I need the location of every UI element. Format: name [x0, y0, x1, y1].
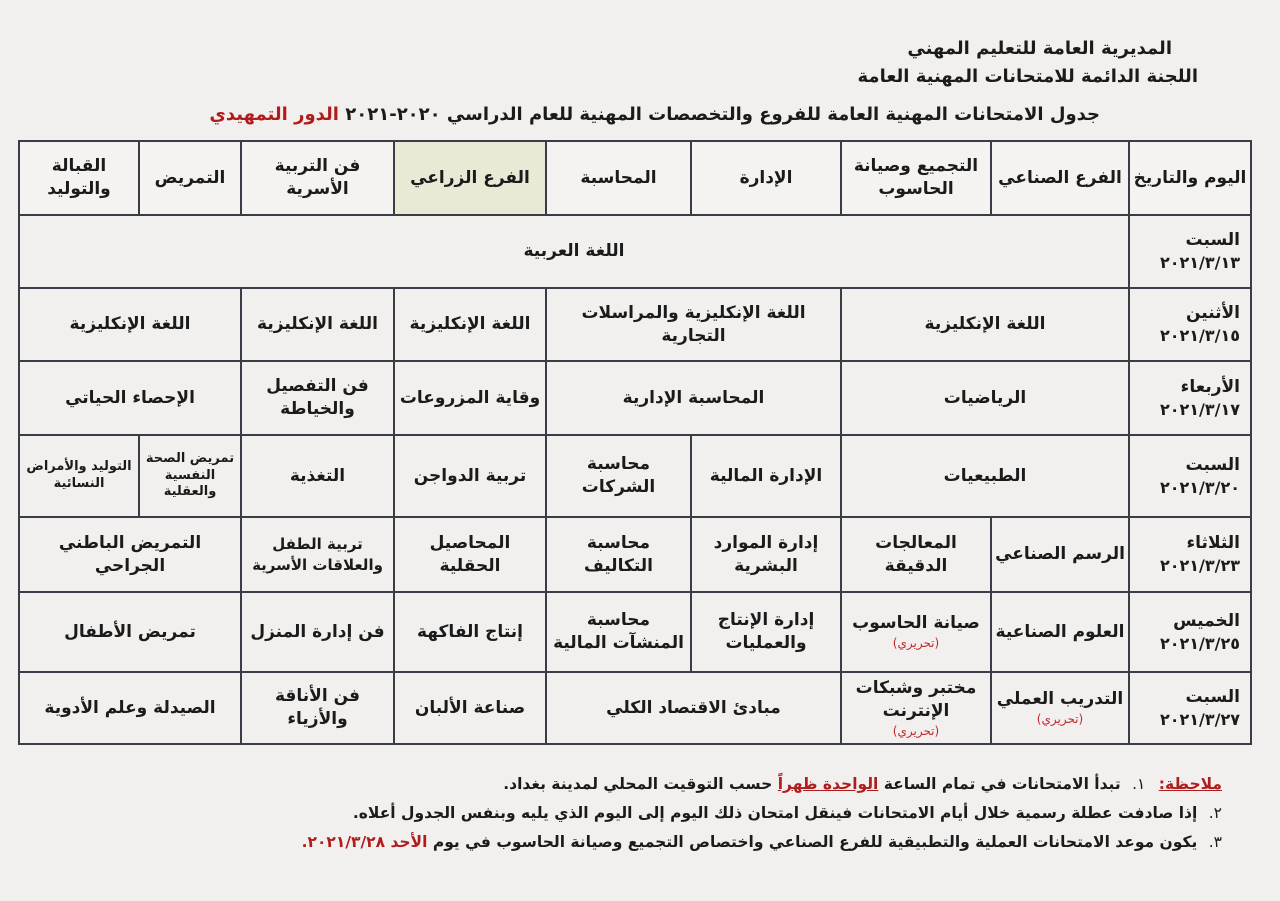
note-1 [42, 770, 1222, 799]
schedule-title [209, 104, 1100, 125]
exam-cell: تمريض الصحة النفسية والعقلية [139, 435, 241, 517]
exam-name: مختبر وشبكات الإنترنت [855, 677, 977, 721]
exam-cell: تمريض الأطفال [19, 592, 241, 672]
written-note: (تحريري) [892, 636, 940, 651]
day-name: الأربعاء [1180, 376, 1240, 397]
note-number: ١. [1132, 775, 1146, 793]
day-date: ٢٠٢١/٣/١٣ [1159, 253, 1240, 273]
note-text: حسب التوقيت المحلي لمدينة بغداد. [503, 775, 773, 793]
exam-cell: العلوم الصناعية [991, 592, 1129, 672]
exam-cell: فن إدارة المنزل [241, 592, 394, 672]
exam-cell: محاسبة التكاليف [546, 517, 691, 592]
table-row [19, 592, 1251, 672]
day-name: السبت [1185, 686, 1240, 707]
notes-section [42, 770, 1222, 857]
exam-cell: الرياضيات [841, 361, 1129, 435]
exam-cell: التمريض الباطني الجراحي [19, 517, 241, 592]
day-date: ٢٠٢١/٣/٢٠ [1159, 477, 1240, 497]
note-text: يكون موعد الامتحانات العملية والتطبيقية للفرع الصناعي واختصاص التجميع وصيانة الحاسوب في يوم [432, 833, 1198, 851]
exam-cell: الطبيعيات [841, 435, 1129, 517]
day-date: ٢٠٢١/٣/٢٧ [1159, 709, 1240, 729]
exam-name: صيانة الحاسوب [852, 613, 980, 634]
exam-cell: اللغة الإنكليزية [394, 288, 546, 361]
exam-cell [991, 672, 1129, 744]
title-main: جدول الامتحانات المهنية العامة للفروع والتخصصات المهنية للعام الدراسي ٢٠٢٠-٢٠٢١ [345, 104, 1100, 125]
notes-label: ملاحظة: [1158, 775, 1222, 793]
exam-cell: مبادئ الاقتصاد الكلي [546, 672, 841, 744]
day-name: السبت [1185, 230, 1240, 251]
exam-cell: تربية الدواجن [394, 435, 546, 517]
table-row [19, 435, 1251, 517]
note-highlight: الأحد [390, 833, 428, 851]
col-nursing: التمريض [139, 141, 241, 215]
exam-cell: وقاية المزروعات [394, 361, 546, 435]
exam-cell: اللغة الإنكليزية والمراسلات التجارية [546, 288, 841, 361]
table-row [19, 517, 1251, 592]
day-name: الثلاثاء [1186, 533, 1240, 554]
exam-cell [841, 672, 991, 744]
day-cell [1129, 517, 1251, 592]
committee-name: اللجنة الدائمة للامتحانات المهنية العامة [857, 66, 1198, 87]
day-name: الأثنين [1185, 303, 1240, 324]
exam-cell: المعالجات الدقيقة [841, 517, 991, 592]
note-date: ٢٠٢١/٣/٢٨. [301, 833, 386, 851]
exam-cell: محاسبة الشركات [546, 435, 691, 517]
table-row [19, 361, 1251, 435]
header-row [19, 141, 1251, 215]
exam-cell: المحاصيل الحقلية [394, 517, 546, 592]
exam-cell: تربية الطفل والعلاقات الأسرية [241, 517, 394, 592]
col-industrial: الفرع الصناعي [991, 141, 1129, 215]
day-name: السبت [1185, 454, 1240, 475]
day-date: ٢٠٢١/٣/١٥ [1159, 326, 1240, 346]
col-management: الإدارة [691, 141, 841, 215]
table-row [19, 672, 1251, 744]
col-computer: التجميع وصيانة الحاسوب [841, 141, 991, 215]
exam-cell: التغذية [241, 435, 394, 517]
col-agriculture: الفرع الزراعي [394, 141, 546, 215]
exam-cell: الرسم الصناعي [991, 517, 1129, 592]
exam-cell [841, 592, 991, 672]
exam-cell: صناعة الألبان [394, 672, 546, 744]
day-name: الخميس [1173, 610, 1240, 631]
note-text: إذا صادفت عطلة رسمية خلال أيام الامتحانات فينقل امتحان ذلك اليوم إلى اليوم الذي يليه وبنفس الجدول أعلاه. [352, 804, 1198, 822]
note-number: ٢. [1208, 804, 1222, 822]
col-family: فن التربية الأسرية [241, 141, 394, 215]
exam-cell: التوليد والأمراض النسائية [19, 435, 139, 517]
exam-cell: اللغة الإنكليزية [19, 288, 241, 361]
day-cell [1129, 435, 1251, 517]
exam-cell: الصيدلة وعلم الأدوية [19, 672, 241, 744]
exam-cell: الإدارة المالية [691, 435, 841, 517]
col-midwifery: القبالة والتوليد [19, 141, 139, 215]
table-row [19, 288, 1251, 361]
exam-cell: اللغة الإنكليزية [841, 288, 1129, 361]
written-note: (تحريري) [892, 723, 940, 738]
exam-cell: اللغة الإنكليزية [241, 288, 394, 361]
day-cell [1129, 288, 1251, 361]
exam-cell: فن الأناقة والأزياء [241, 672, 394, 744]
table-row [19, 215, 1251, 288]
col-accounting: المحاسبة [546, 141, 691, 215]
day-cell [1129, 592, 1251, 672]
day-cell [1129, 672, 1251, 744]
exam-cell: إدارة الإنتاج والعمليات [691, 592, 841, 672]
col-day: اليوم والتاريخ [1129, 141, 1251, 215]
written-note: (تحريري) [1036, 712, 1084, 727]
exam-cell: إنتاج الفاكهة [394, 592, 546, 672]
day-date: ٢٠٢١/٣/٢٣ [1159, 556, 1240, 576]
day-date: ٢٠٢١/٣/٢٥ [1159, 633, 1240, 653]
exam-name: التدريب العملي [996, 689, 1124, 710]
title-round: الدور التمهيدي [209, 104, 339, 125]
exam-schedule-table [18, 140, 1252, 745]
note-2 [42, 799, 1222, 828]
exam-cell: إدارة الموارد البشرية [691, 517, 841, 592]
exam-cell: الإحصاء الحياتي [19, 361, 241, 435]
exam-cell: محاسبة المنشآت المالية [546, 592, 691, 672]
exam-cell: فن التفصيل والخياطة [241, 361, 394, 435]
exam-cell: اللغة العربية [19, 215, 1129, 288]
note-highlight: الواحدة ظهراً [777, 775, 879, 793]
note-text: تبدأ الامتحانات في تمام الساعة [883, 775, 1121, 793]
note-number: ٣. [1208, 833, 1222, 851]
day-cell [1129, 215, 1251, 288]
day-date: ٢٠٢١/٣/١٧ [1159, 399, 1240, 419]
day-cell [1129, 361, 1251, 435]
exam-cell: المحاسبة الإدارية [546, 361, 841, 435]
note-3 [42, 828, 1222, 857]
directorate-name: المديرية العامة للتعليم المهني [907, 38, 1172, 59]
